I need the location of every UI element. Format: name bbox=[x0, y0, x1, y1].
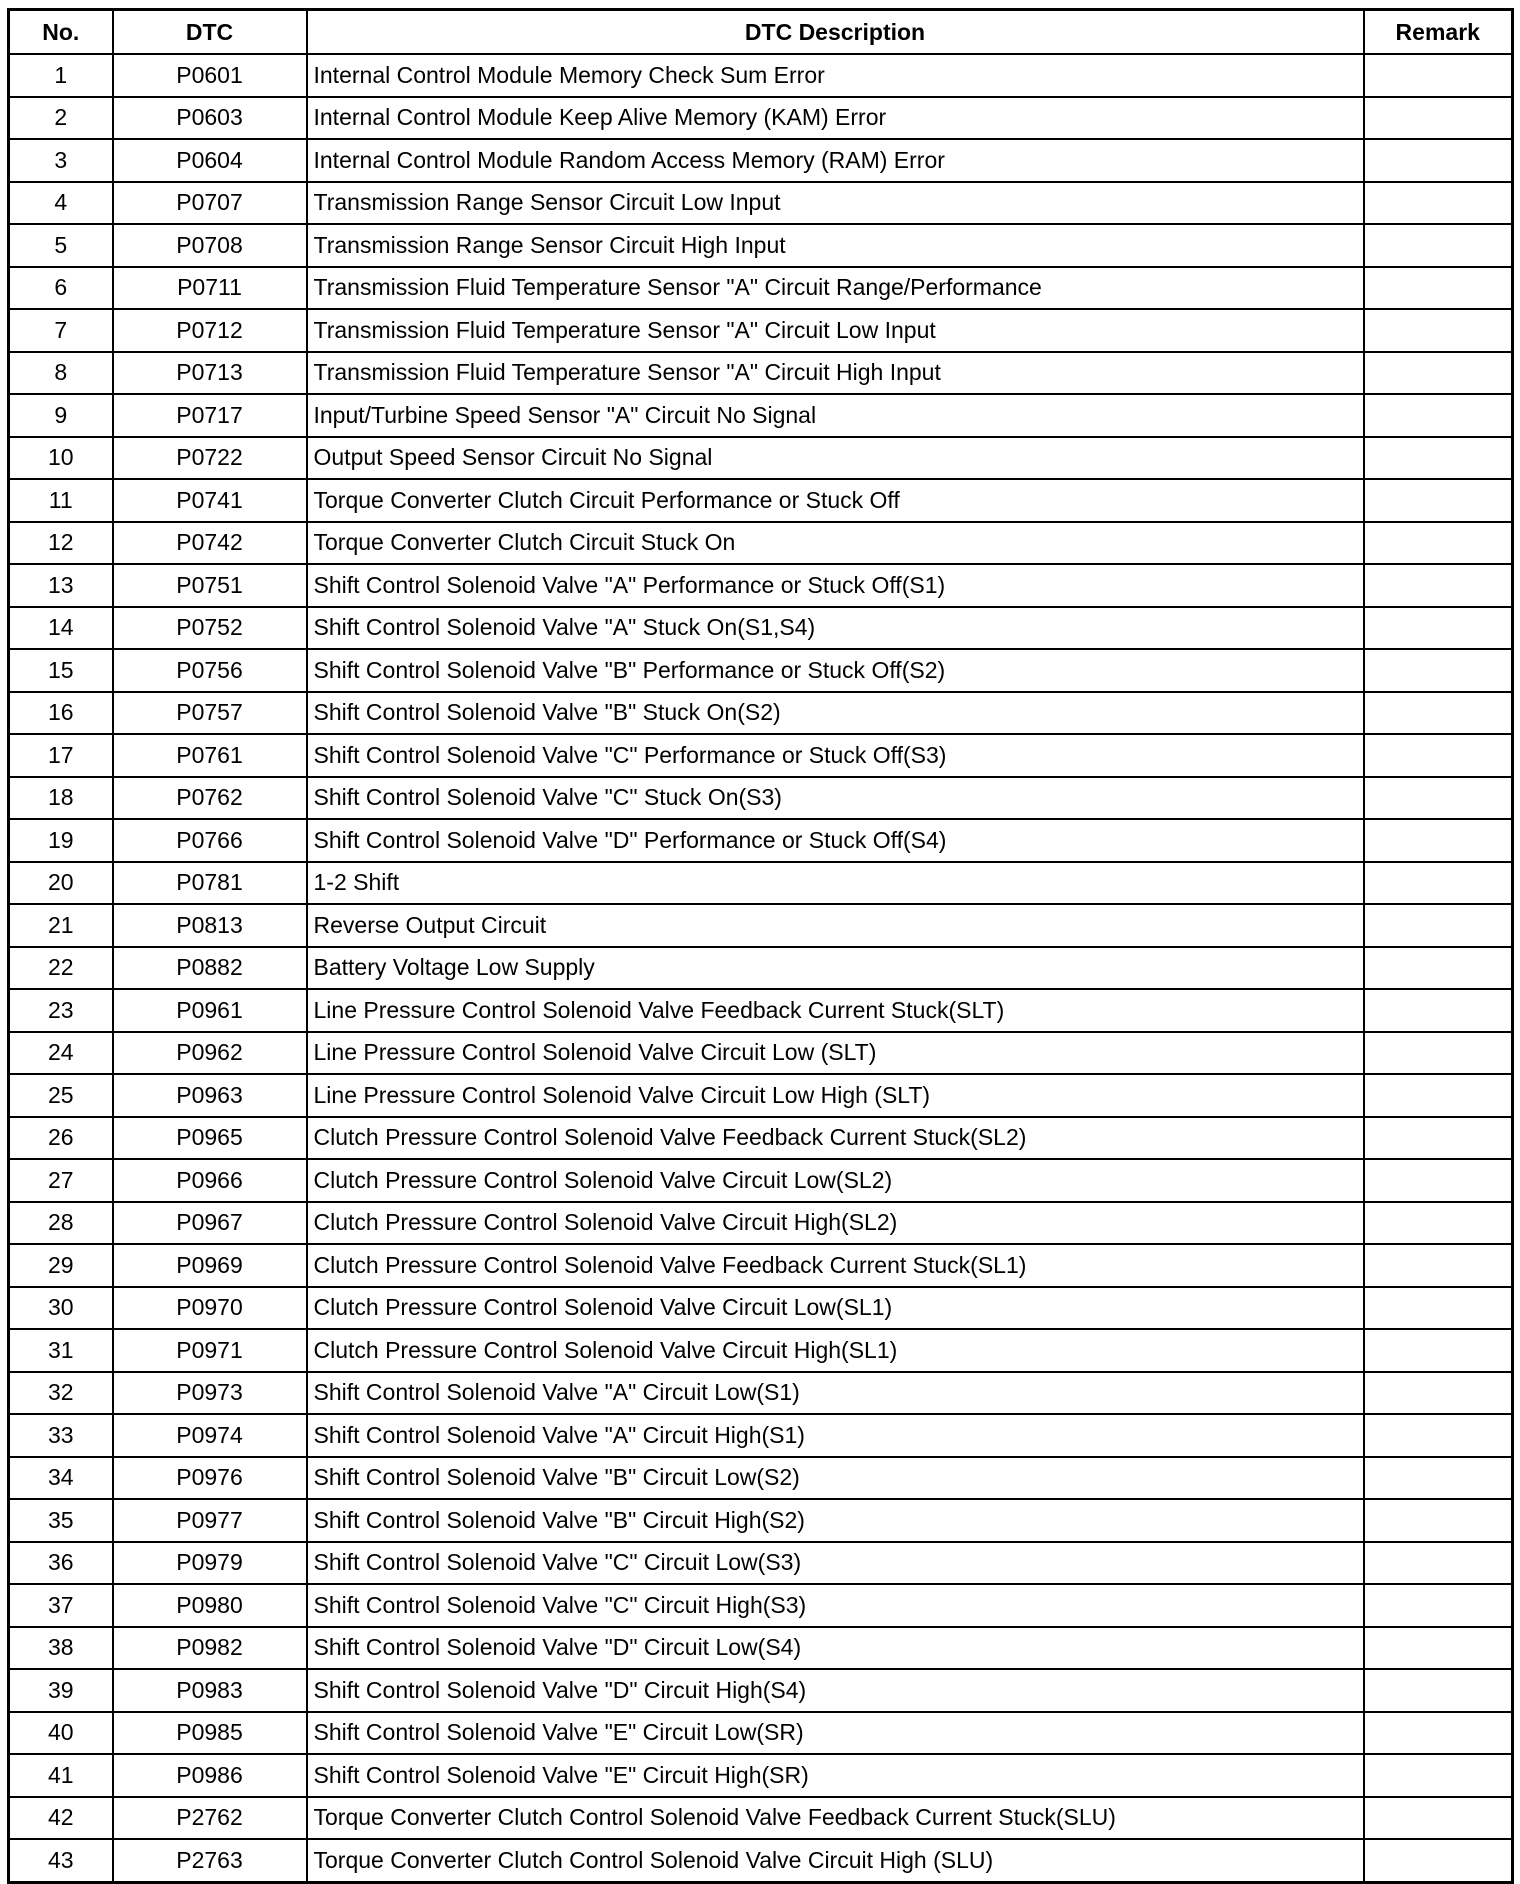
cell-dtc: P0963 bbox=[113, 1074, 307, 1117]
cell-no: 9 bbox=[9, 394, 113, 437]
cell-dtc: P0976 bbox=[113, 1457, 307, 1500]
cell-remark bbox=[1364, 1074, 1513, 1117]
cell-remark bbox=[1364, 1542, 1513, 1585]
cell-description: Shift Control Solenoid Valve "B" Performance or Stuck Off(S2) bbox=[307, 649, 1364, 692]
cell-description: Line Pressure Control Solenoid Valve Feedback Current Stuck(SLT) bbox=[307, 989, 1364, 1032]
table-row bbox=[9, 352, 1513, 395]
cell-remark bbox=[1364, 777, 1513, 820]
cell-remark bbox=[1364, 1754, 1513, 1797]
table-row bbox=[9, 564, 1513, 607]
cell-no: 20 bbox=[9, 862, 113, 905]
table-row bbox=[9, 1627, 1513, 1670]
table-row bbox=[9, 904, 1513, 947]
cell-remark bbox=[1364, 479, 1513, 522]
cell-remark bbox=[1364, 1414, 1513, 1457]
cell-remark bbox=[1364, 139, 1513, 182]
cell-description: Shift Control Solenoid Valve "B" Circuit Low(S2) bbox=[307, 1457, 1364, 1500]
table-row bbox=[9, 1032, 1513, 1075]
cell-description: Shift Control Solenoid Valve "B" Stuck On(S2) bbox=[307, 692, 1364, 735]
cell-remark bbox=[1364, 649, 1513, 692]
cell-dtc: P0762 bbox=[113, 777, 307, 820]
cell-dtc: P0756 bbox=[113, 649, 307, 692]
cell-description: Shift Control Solenoid Valve "C" Circuit Low(S3) bbox=[307, 1542, 1364, 1585]
cell-no: 15 bbox=[9, 649, 113, 692]
cell-remark bbox=[1364, 1372, 1513, 1415]
cell-remark bbox=[1364, 1584, 1513, 1627]
cell-dtc: P0965 bbox=[113, 1117, 307, 1160]
cell-dtc: P0962 bbox=[113, 1032, 307, 1075]
cell-no: 17 bbox=[9, 734, 113, 777]
table-row bbox=[9, 947, 1513, 990]
table-row bbox=[9, 777, 1513, 820]
cell-remark bbox=[1364, 692, 1513, 735]
cell-no: 29 bbox=[9, 1244, 113, 1287]
cell-remark bbox=[1364, 224, 1513, 267]
cell-dtc: P0712 bbox=[113, 309, 307, 352]
cell-dtc: P0752 bbox=[113, 607, 307, 650]
cell-remark bbox=[1364, 1329, 1513, 1372]
table-row bbox=[9, 1202, 1513, 1245]
cell-remark bbox=[1364, 182, 1513, 225]
cell-description: Transmission Fluid Temperature Sensor "A" Circuit Low Input bbox=[307, 309, 1364, 352]
cell-description: Internal Control Module Keep Alive Memory (KAM) Error bbox=[307, 97, 1364, 140]
cell-description: Shift Control Solenoid Valve "D" Circuit Low(S4) bbox=[307, 1627, 1364, 1670]
cell-description: Line Pressure Control Solenoid Valve Circuit Low High (SLT) bbox=[307, 1074, 1364, 1117]
cell-remark bbox=[1364, 54, 1513, 97]
table-header-row bbox=[9, 10, 1513, 55]
cell-no: 35 bbox=[9, 1499, 113, 1542]
cell-description: Line Pressure Control Solenoid Valve Circuit Low (SLT) bbox=[307, 1032, 1364, 1075]
cell-dtc: P0751 bbox=[113, 564, 307, 607]
cell-no: 6 bbox=[9, 267, 113, 310]
cell-description: Shift Control Solenoid Valve "A" Circuit High(S1) bbox=[307, 1414, 1364, 1457]
table-row bbox=[9, 1287, 1513, 1330]
cell-description: Input/Turbine Speed Sensor "A" Circuit No Signal bbox=[307, 394, 1364, 437]
table-row bbox=[9, 1797, 1513, 1840]
cell-no: 4 bbox=[9, 182, 113, 225]
cell-dtc: P0882 bbox=[113, 947, 307, 990]
cell-no: 14 bbox=[9, 607, 113, 650]
cell-dtc: P0970 bbox=[113, 1287, 307, 1330]
cell-remark bbox=[1364, 352, 1513, 395]
table-row bbox=[9, 607, 1513, 650]
cell-description: Internal Control Module Memory Check Sum Error bbox=[307, 54, 1364, 97]
table-row bbox=[9, 1457, 1513, 1500]
cell-no: 26 bbox=[9, 1117, 113, 1160]
table-row bbox=[9, 97, 1513, 140]
cell-description: Reverse Output Circuit bbox=[307, 904, 1364, 947]
table-row bbox=[9, 1244, 1513, 1287]
cell-remark bbox=[1364, 1712, 1513, 1755]
cell-remark bbox=[1364, 904, 1513, 947]
cell-no: 10 bbox=[9, 437, 113, 480]
table-row bbox=[9, 522, 1513, 565]
cell-dtc: P0757 bbox=[113, 692, 307, 735]
cell-description: Output Speed Sensor Circuit No Signal bbox=[307, 437, 1364, 480]
table-row bbox=[9, 394, 1513, 437]
cell-dtc: P0973 bbox=[113, 1372, 307, 1415]
cell-description: Shift Control Solenoid Valve "C" Circuit High(S3) bbox=[307, 1584, 1364, 1627]
cell-remark bbox=[1364, 1032, 1513, 1075]
cell-dtc: P0985 bbox=[113, 1712, 307, 1755]
cell-description: Shift Control Solenoid Valve "E" Circuit High(SR) bbox=[307, 1754, 1364, 1797]
cell-description: Clutch Pressure Control Solenoid Valve Circuit Low(SL1) bbox=[307, 1287, 1364, 1330]
cell-no: 1 bbox=[9, 54, 113, 97]
cell-remark bbox=[1364, 1159, 1513, 1202]
cell-dtc: P0601 bbox=[113, 54, 307, 97]
cell-description: Transmission Range Sensor Circuit High Input bbox=[307, 224, 1364, 267]
table-body bbox=[9, 54, 1513, 1882]
cell-remark bbox=[1364, 989, 1513, 1032]
cell-description: Torque Converter Clutch Circuit Performance or Stuck Off bbox=[307, 479, 1364, 522]
cell-dtc: P0961 bbox=[113, 989, 307, 1032]
cell-description: Shift Control Solenoid Valve "A" Stuck On(S1,S4) bbox=[307, 607, 1364, 650]
cell-description: Internal Control Module Random Access Memory (RAM) Error bbox=[307, 139, 1364, 182]
table-row bbox=[9, 1499, 1513, 1542]
cell-no: 42 bbox=[9, 1797, 113, 1840]
cell-description: Shift Control Solenoid Valve "D" Circuit High(S4) bbox=[307, 1669, 1364, 1712]
cell-remark bbox=[1364, 1457, 1513, 1500]
cell-description: Shift Control Solenoid Valve "C" Performance or Stuck Off(S3) bbox=[307, 734, 1364, 777]
cell-no: 40 bbox=[9, 1712, 113, 1755]
cell-dtc: P0708 bbox=[113, 224, 307, 267]
cell-no: 39 bbox=[9, 1669, 113, 1712]
cell-description: Battery Voltage Low Supply bbox=[307, 947, 1364, 990]
cell-dtc: P0971 bbox=[113, 1329, 307, 1372]
table-row bbox=[9, 182, 1513, 225]
cell-description: Torque Converter Clutch Circuit Stuck On bbox=[307, 522, 1364, 565]
cell-remark bbox=[1364, 1797, 1513, 1840]
table-row bbox=[9, 1712, 1513, 1755]
cell-no: 31 bbox=[9, 1329, 113, 1372]
cell-description: Transmission Fluid Temperature Sensor "A" Circuit High Input bbox=[307, 352, 1364, 395]
cell-description: Clutch Pressure Control Solenoid Valve Circuit High(SL2) bbox=[307, 1202, 1364, 1245]
cell-dtc: P0717 bbox=[113, 394, 307, 437]
table-row bbox=[9, 1414, 1513, 1457]
table-row bbox=[9, 692, 1513, 735]
cell-remark bbox=[1364, 437, 1513, 480]
cell-no: 2 bbox=[9, 97, 113, 140]
cell-remark bbox=[1364, 1839, 1513, 1882]
cell-no: 13 bbox=[9, 564, 113, 607]
cell-dtc: P0966 bbox=[113, 1159, 307, 1202]
cell-description: Clutch Pressure Control Solenoid Valve Feedback Current Stuck(SL1) bbox=[307, 1244, 1364, 1287]
cell-dtc: P0742 bbox=[113, 522, 307, 565]
cell-remark bbox=[1364, 1499, 1513, 1542]
cell-dtc: P0979 bbox=[113, 1542, 307, 1585]
cell-no: 38 bbox=[9, 1627, 113, 1670]
cell-no: 32 bbox=[9, 1372, 113, 1415]
cell-no: 36 bbox=[9, 1542, 113, 1585]
cell-description: Transmission Range Sensor Circuit Low Input bbox=[307, 182, 1364, 225]
cell-no: 30 bbox=[9, 1287, 113, 1330]
cell-no: 16 bbox=[9, 692, 113, 735]
cell-description: Shift Control Solenoid Valve "A" Performance or Stuck Off(S1) bbox=[307, 564, 1364, 607]
cell-description: Clutch Pressure Control Solenoid Valve Feedback Current Stuck(SL2) bbox=[307, 1117, 1364, 1160]
cell-no: 37 bbox=[9, 1584, 113, 1627]
cell-no: 24 bbox=[9, 1032, 113, 1075]
table-row bbox=[9, 734, 1513, 777]
table-row bbox=[9, 1542, 1513, 1585]
cell-dtc: P0603 bbox=[113, 97, 307, 140]
cell-no: 41 bbox=[9, 1754, 113, 1797]
table-row bbox=[9, 1074, 1513, 1117]
table-row bbox=[9, 437, 1513, 480]
cell-remark bbox=[1364, 862, 1513, 905]
table-row bbox=[9, 267, 1513, 310]
table-row bbox=[9, 1839, 1513, 1882]
cell-no: 33 bbox=[9, 1414, 113, 1457]
cell-description: Shift Control Solenoid Valve "A" Circuit Low(S1) bbox=[307, 1372, 1364, 1415]
cell-dtc: P0766 bbox=[113, 819, 307, 862]
cell-no: 7 bbox=[9, 309, 113, 352]
cell-dtc: P0813 bbox=[113, 904, 307, 947]
table-row bbox=[9, 1117, 1513, 1160]
header-dtc: DTC bbox=[113, 10, 307, 55]
cell-no: 3 bbox=[9, 139, 113, 182]
cell-description: 1-2 Shift bbox=[307, 862, 1364, 905]
cell-description: Transmission Fluid Temperature Sensor "A" Circuit Range/Performance bbox=[307, 267, 1364, 310]
cell-no: 34 bbox=[9, 1457, 113, 1500]
cell-remark bbox=[1364, 607, 1513, 650]
table-row bbox=[9, 989, 1513, 1032]
table-row bbox=[9, 649, 1513, 692]
cell-description: Torque Converter Clutch Control Solenoid Valve Feedback Current Stuck(SLU) bbox=[307, 1797, 1364, 1840]
header-no: No. bbox=[9, 10, 113, 55]
cell-no: 12 bbox=[9, 522, 113, 565]
cell-remark bbox=[1364, 1287, 1513, 1330]
cell-remark bbox=[1364, 734, 1513, 777]
cell-dtc: P2763 bbox=[113, 1839, 307, 1882]
cell-dtc: P0974 bbox=[113, 1414, 307, 1457]
table-row bbox=[9, 139, 1513, 182]
table-row bbox=[9, 862, 1513, 905]
cell-description: Shift Control Solenoid Valve "E" Circuit Low(SR) bbox=[307, 1712, 1364, 1755]
cell-dtc: P2762 bbox=[113, 1797, 307, 1840]
cell-description: Torque Converter Clutch Control Solenoid Valve Circuit High (SLU) bbox=[307, 1839, 1364, 1882]
cell-dtc: P0983 bbox=[113, 1669, 307, 1712]
cell-remark bbox=[1364, 522, 1513, 565]
cell-remark bbox=[1364, 1202, 1513, 1245]
cell-no: 22 bbox=[9, 947, 113, 990]
cell-dtc: P0707 bbox=[113, 182, 307, 225]
cell-no: 5 bbox=[9, 224, 113, 267]
table-row bbox=[9, 309, 1513, 352]
cell-remark bbox=[1364, 947, 1513, 990]
cell-dtc: P0781 bbox=[113, 862, 307, 905]
cell-dtc: P0969 bbox=[113, 1244, 307, 1287]
cell-no: 43 bbox=[9, 1839, 113, 1882]
table-row bbox=[9, 1372, 1513, 1415]
cell-remark bbox=[1364, 97, 1513, 140]
cell-dtc: P0967 bbox=[113, 1202, 307, 1245]
cell-dtc: P0711 bbox=[113, 267, 307, 310]
cell-no: 19 bbox=[9, 819, 113, 862]
table-row bbox=[9, 1669, 1513, 1712]
cell-no: 18 bbox=[9, 777, 113, 820]
table-row bbox=[9, 1754, 1513, 1797]
cell-remark bbox=[1364, 564, 1513, 607]
cell-dtc: P0986 bbox=[113, 1754, 307, 1797]
cell-no: 25 bbox=[9, 1074, 113, 1117]
cell-no: 11 bbox=[9, 479, 113, 522]
cell-description: Clutch Pressure Control Solenoid Valve Circuit Low(SL2) bbox=[307, 1159, 1364, 1202]
cell-no: 28 bbox=[9, 1202, 113, 1245]
cell-dtc: P0977 bbox=[113, 1499, 307, 1542]
cell-remark bbox=[1364, 1244, 1513, 1287]
cell-dtc: P0982 bbox=[113, 1627, 307, 1670]
header-remark: Remark bbox=[1364, 10, 1513, 55]
table-row bbox=[9, 1159, 1513, 1202]
cell-dtc: P0604 bbox=[113, 139, 307, 182]
table-row bbox=[9, 479, 1513, 522]
cell-dtc: P0741 bbox=[113, 479, 307, 522]
cell-no: 21 bbox=[9, 904, 113, 947]
cell-dtc: P0761 bbox=[113, 734, 307, 777]
cell-dtc: P0713 bbox=[113, 352, 307, 395]
dtc-table bbox=[7, 8, 1514, 1884]
table-row bbox=[9, 819, 1513, 862]
cell-description: Shift Control Solenoid Valve "B" Circuit High(S2) bbox=[307, 1499, 1364, 1542]
cell-no: 8 bbox=[9, 352, 113, 395]
cell-dtc: P0980 bbox=[113, 1584, 307, 1627]
table-row bbox=[9, 224, 1513, 267]
cell-remark bbox=[1364, 1117, 1513, 1160]
table-row bbox=[9, 1329, 1513, 1372]
cell-remark bbox=[1364, 267, 1513, 310]
cell-description: Shift Control Solenoid Valve "C" Stuck On(S3) bbox=[307, 777, 1364, 820]
cell-no: 27 bbox=[9, 1159, 113, 1202]
table-row bbox=[9, 1584, 1513, 1627]
cell-description: Shift Control Solenoid Valve "D" Performance or Stuck Off(S4) bbox=[307, 819, 1364, 862]
cell-remark bbox=[1364, 394, 1513, 437]
cell-remark bbox=[1364, 1627, 1513, 1670]
cell-remark bbox=[1364, 1669, 1513, 1712]
cell-remark bbox=[1364, 819, 1513, 862]
cell-description: Clutch Pressure Control Solenoid Valve Circuit High(SL1) bbox=[307, 1329, 1364, 1372]
table-row bbox=[9, 54, 1513, 97]
header-description: DTC Description bbox=[307, 10, 1364, 55]
cell-remark bbox=[1364, 309, 1513, 352]
cell-no: 23 bbox=[9, 989, 113, 1032]
cell-dtc: P0722 bbox=[113, 437, 307, 480]
